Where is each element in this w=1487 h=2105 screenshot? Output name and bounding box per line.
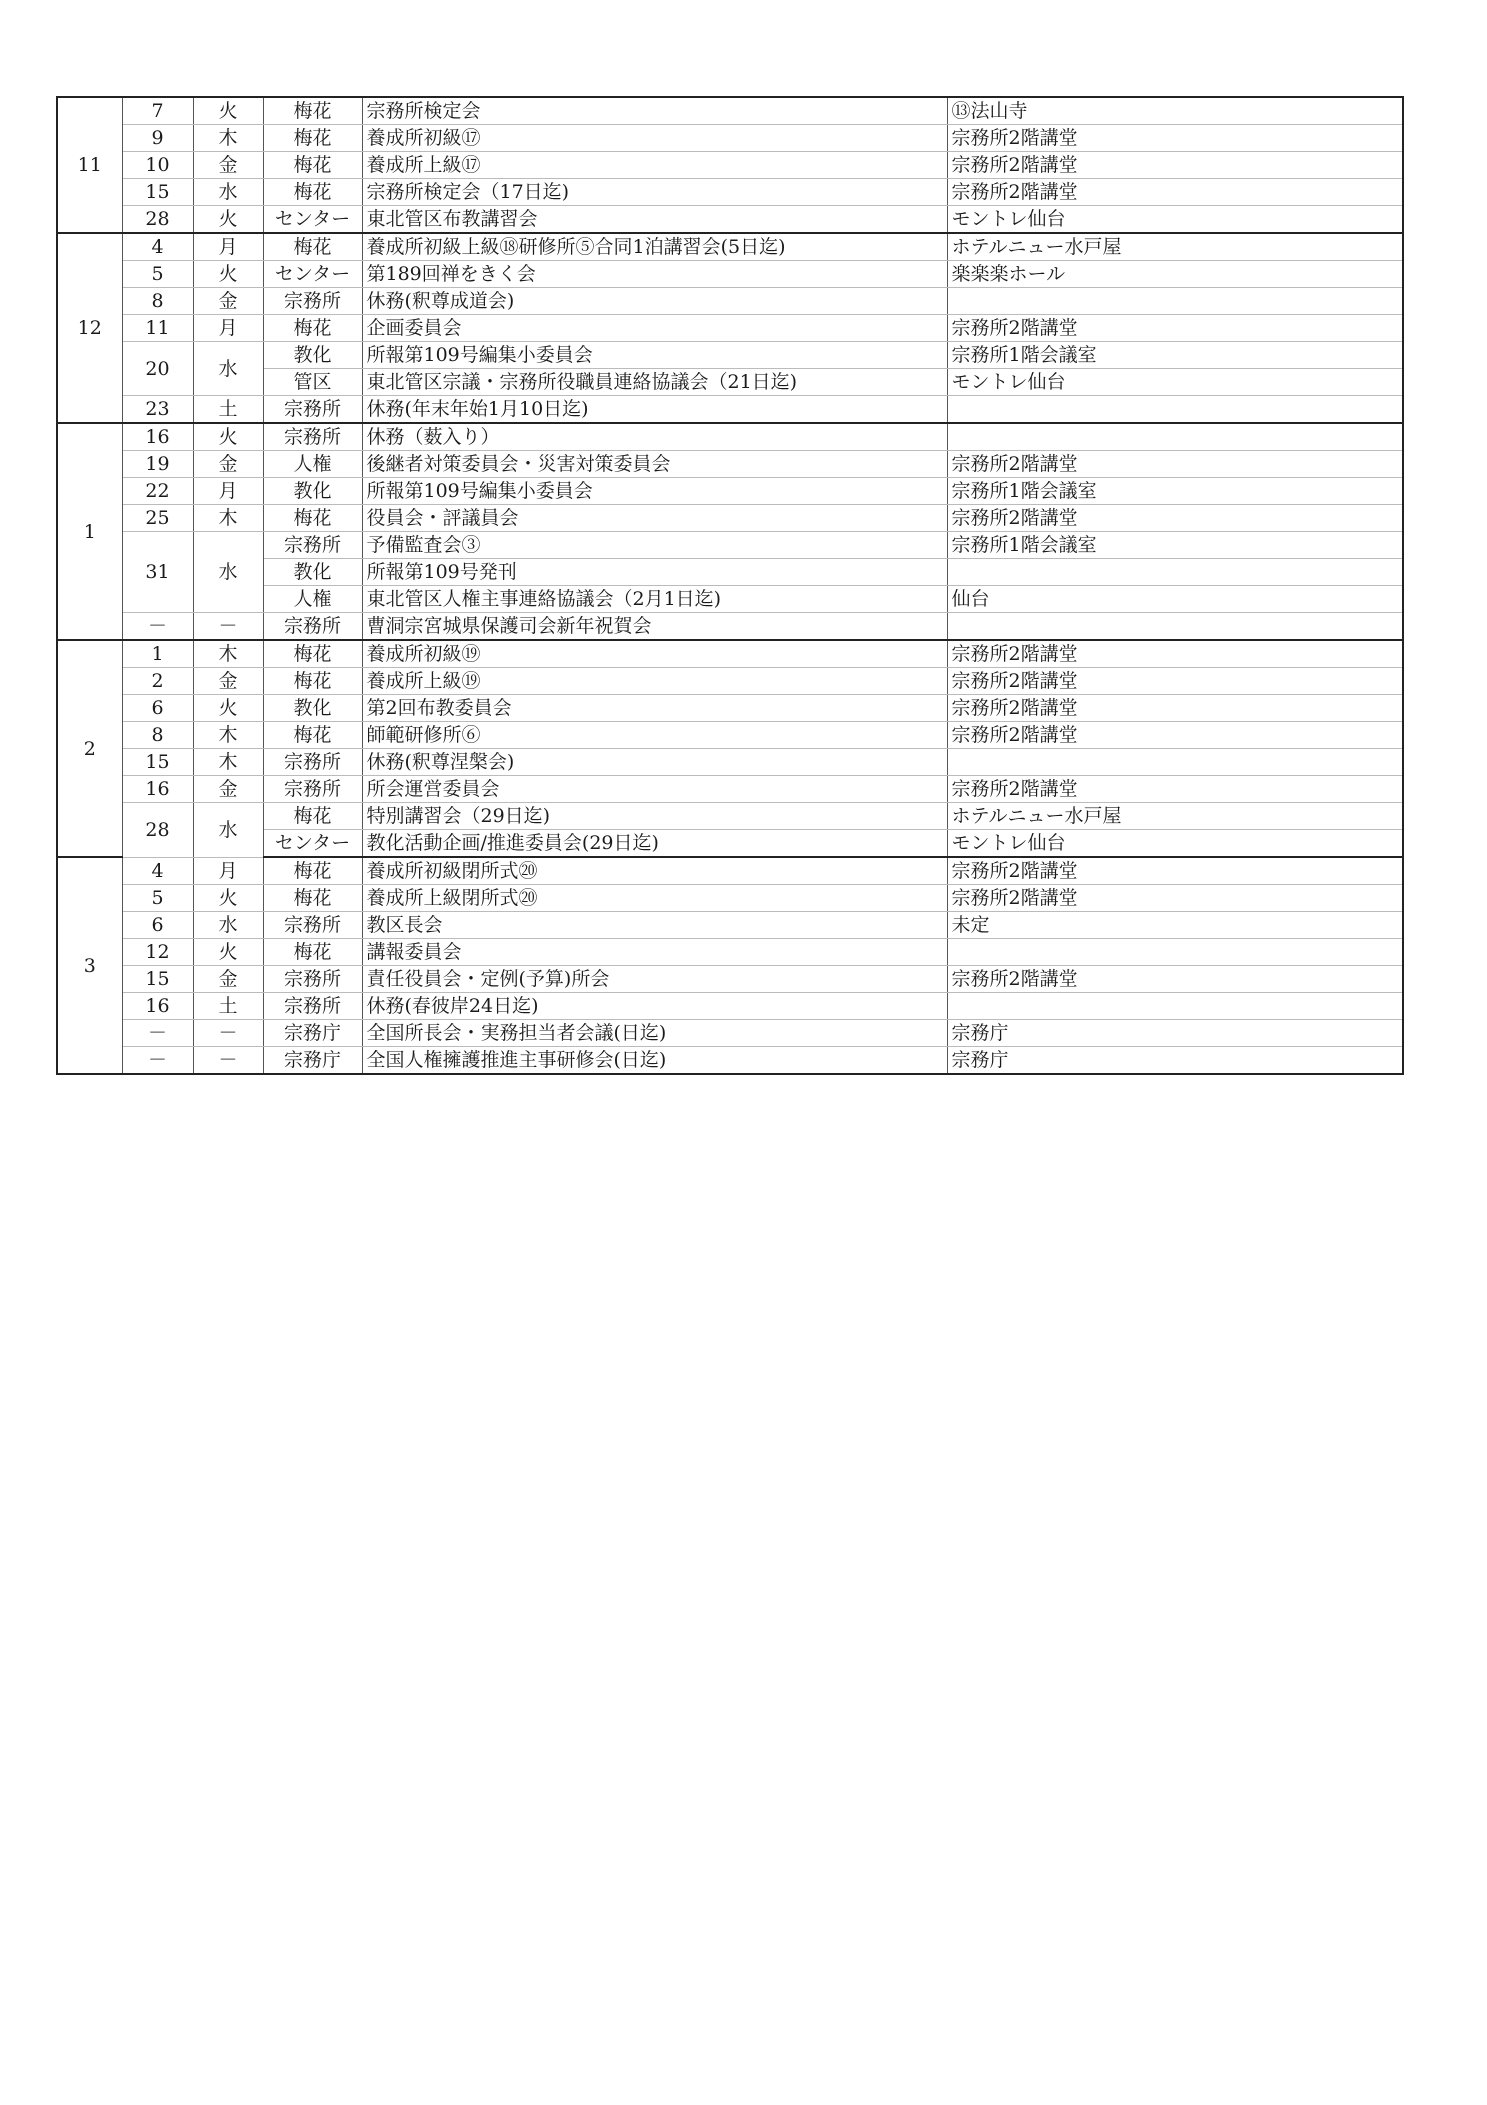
department-cell: 管区 bbox=[263, 369, 362, 396]
day-cell: 5 bbox=[122, 885, 193, 912]
event-cell: 講報委員会 bbox=[362, 939, 947, 966]
schedule-row bbox=[57, 1020, 1403, 1047]
department-cell: 梅花 bbox=[263, 722, 362, 749]
weekday-cell: 水 bbox=[193, 532, 263, 613]
day-cell: 15 bbox=[122, 179, 193, 206]
weekday-cell: － bbox=[193, 1020, 263, 1047]
event-cell: 宗務所検定会 bbox=[362, 97, 947, 125]
department-cell: 宗務所 bbox=[263, 912, 362, 939]
weekday-cell: － bbox=[193, 613, 263, 641]
venue-cell: 宗務所2階講堂 bbox=[947, 668, 1403, 695]
event-cell: 休務（薮入り） bbox=[362, 423, 947, 451]
venue-cell: モントレ仙台 bbox=[947, 830, 1403, 858]
schedule-row bbox=[57, 532, 1403, 559]
day-cell: 19 bbox=[122, 451, 193, 478]
weekday-cell: 金 bbox=[193, 776, 263, 803]
department-cell: 梅花 bbox=[263, 857, 362, 885]
day-cell: 16 bbox=[122, 776, 193, 803]
month-cell: 2 bbox=[57, 640, 122, 857]
department-cell: 教化 bbox=[263, 559, 362, 586]
event-cell: 第2回布教委員会 bbox=[362, 695, 947, 722]
weekday-cell: 火 bbox=[193, 261, 263, 288]
day-cell: 28 bbox=[122, 803, 193, 858]
weekday-cell: 木 bbox=[193, 505, 263, 532]
event-cell: 役員会・評議員会 bbox=[362, 505, 947, 532]
schedule-row bbox=[57, 749, 1403, 776]
event-cell: 養成所初級閉所式⑳ bbox=[362, 857, 947, 885]
day-cell: － bbox=[122, 1020, 193, 1047]
department-cell: 梅花 bbox=[263, 505, 362, 532]
event-cell: 全国所長会・実務担当者会議(日迄) bbox=[362, 1020, 947, 1047]
department-cell: 梅花 bbox=[263, 885, 362, 912]
venue-cell bbox=[947, 993, 1403, 1020]
day-cell: 10 bbox=[122, 152, 193, 179]
schedule-row bbox=[57, 97, 1403, 125]
venue-cell: 宗務庁 bbox=[947, 1020, 1403, 1047]
department-cell: 梅花 bbox=[263, 315, 362, 342]
event-cell: 所報第109号発刊 bbox=[362, 559, 947, 586]
venue-cell bbox=[947, 423, 1403, 451]
weekday-cell: 火 bbox=[193, 423, 263, 451]
department-cell: センター bbox=[263, 206, 362, 234]
department-cell: 宗務所 bbox=[263, 749, 362, 776]
schedule-table bbox=[56, 96, 1404, 1075]
event-cell: 養成所初級上級⑱研修所⑤合同1泊講習会(5日迄) bbox=[362, 233, 947, 261]
weekday-cell: 火 bbox=[193, 885, 263, 912]
event-cell: 企画委員会 bbox=[362, 315, 947, 342]
department-cell: 宗務庁 bbox=[263, 1020, 362, 1047]
schedule-row bbox=[57, 342, 1403, 369]
weekday-cell: 木 bbox=[193, 640, 263, 668]
weekday-cell: 水 bbox=[193, 803, 263, 858]
weekday-cell: 金 bbox=[193, 152, 263, 179]
event-cell: 養成所上級閉所式⑳ bbox=[362, 885, 947, 912]
venue-cell: ホテルニュー水戸屋 bbox=[947, 803, 1403, 830]
event-cell: 休務(春彼岸24日迄) bbox=[362, 993, 947, 1020]
event-cell: 養成所上級⑲ bbox=[362, 668, 947, 695]
day-cell: 4 bbox=[122, 857, 193, 885]
department-cell: 宗務庁 bbox=[263, 1047, 362, 1075]
venue-cell: 宗務所2階講堂 bbox=[947, 152, 1403, 179]
schedule-row bbox=[57, 613, 1403, 641]
event-cell: 休務(年末年始1月10日迄) bbox=[362, 396, 947, 424]
month-cell: 11 bbox=[57, 97, 122, 233]
day-cell: 12 bbox=[122, 939, 193, 966]
venue-cell bbox=[947, 559, 1403, 586]
weekday-cell: 火 bbox=[193, 97, 263, 125]
event-cell: 第189回禅をきく会 bbox=[362, 261, 947, 288]
event-cell: 教化活動企画/推進委員会(29日迄) bbox=[362, 830, 947, 858]
weekday-cell: 金 bbox=[193, 451, 263, 478]
day-cell: 7 bbox=[122, 97, 193, 125]
day-cell: 16 bbox=[122, 993, 193, 1020]
schedule-row bbox=[57, 396, 1403, 424]
department-cell: 梅花 bbox=[263, 939, 362, 966]
schedule-row bbox=[57, 315, 1403, 342]
weekday-cell: 土 bbox=[193, 396, 263, 424]
event-cell: 曹洞宗宮城県保護司会新年祝賀会 bbox=[362, 613, 947, 641]
venue-cell: 宗務所2階講堂 bbox=[947, 315, 1403, 342]
venue-cell: 宗務所1階会議室 bbox=[947, 478, 1403, 505]
weekday-cell: 土 bbox=[193, 993, 263, 1020]
department-cell: 梅花 bbox=[263, 179, 362, 206]
schedule-row bbox=[57, 261, 1403, 288]
weekday-cell: － bbox=[193, 1047, 263, 1075]
department-cell: 梅花 bbox=[263, 233, 362, 261]
schedule-row bbox=[57, 478, 1403, 505]
day-cell: 20 bbox=[122, 342, 193, 396]
venue-cell: 宗務所2階講堂 bbox=[947, 966, 1403, 993]
department-cell: 宗務所 bbox=[263, 613, 362, 641]
schedule-row bbox=[57, 722, 1403, 749]
event-cell: 所報第109号編集小委員会 bbox=[362, 478, 947, 505]
month-cell: 3 bbox=[57, 857, 122, 1074]
schedule-row bbox=[57, 1047, 1403, 1075]
day-cell: 15 bbox=[122, 966, 193, 993]
venue-cell: 宗務所2階講堂 bbox=[947, 695, 1403, 722]
weekday-cell: 月 bbox=[193, 478, 263, 505]
venue-cell: 仙台 bbox=[947, 586, 1403, 613]
event-cell: 師範研修所⑥ bbox=[362, 722, 947, 749]
event-cell: 全国人権擁護推進主事研修会(日迄) bbox=[362, 1047, 947, 1075]
venue-cell: 未定 bbox=[947, 912, 1403, 939]
day-cell: 2 bbox=[122, 668, 193, 695]
department-cell: 梅花 bbox=[263, 125, 362, 152]
day-cell: 23 bbox=[122, 396, 193, 424]
venue-cell: 宗務所2階講堂 bbox=[947, 451, 1403, 478]
schedule-row bbox=[57, 912, 1403, 939]
event-cell: 責任役員会・定例(予算)所会 bbox=[362, 966, 947, 993]
weekday-cell: 木 bbox=[193, 722, 263, 749]
department-cell: センター bbox=[263, 261, 362, 288]
schedule-row bbox=[57, 505, 1403, 532]
day-cell: 4 bbox=[122, 233, 193, 261]
event-cell: 休務(釈尊成道会) bbox=[362, 288, 947, 315]
day-cell: 8 bbox=[122, 722, 193, 749]
day-cell: 5 bbox=[122, 261, 193, 288]
weekday-cell: 木 bbox=[193, 125, 263, 152]
schedule-body bbox=[57, 97, 1403, 1074]
schedule-row bbox=[57, 776, 1403, 803]
schedule-row bbox=[57, 125, 1403, 152]
day-cell: － bbox=[122, 1047, 193, 1075]
department-cell: 教化 bbox=[263, 342, 362, 369]
event-cell: 休務(釈尊涅槃会) bbox=[362, 749, 947, 776]
weekday-cell: 月 bbox=[193, 315, 263, 342]
event-cell: 後継者対策委員会・災害対策委員会 bbox=[362, 451, 947, 478]
venue-cell: モントレ仙台 bbox=[947, 206, 1403, 234]
day-cell: － bbox=[122, 613, 193, 641]
venue-cell: 楽楽楽ホール bbox=[947, 261, 1403, 288]
venue-cell bbox=[947, 939, 1403, 966]
weekday-cell: 月 bbox=[193, 857, 263, 885]
department-cell: 宗務所 bbox=[263, 532, 362, 559]
schedule-row bbox=[57, 179, 1403, 206]
department-cell: 宗務所 bbox=[263, 776, 362, 803]
month-cell: 12 bbox=[57, 233, 122, 423]
weekday-cell: 金 bbox=[193, 668, 263, 695]
schedule-row bbox=[57, 885, 1403, 912]
venue-cell bbox=[947, 396, 1403, 424]
department-cell: 教化 bbox=[263, 478, 362, 505]
event-cell: 所報第109号編集小委員会 bbox=[362, 342, 947, 369]
department-cell: 宗務所 bbox=[263, 993, 362, 1020]
event-cell: 養成所初級⑲ bbox=[362, 640, 947, 668]
department-cell: 梅花 bbox=[263, 152, 362, 179]
venue-cell: 宗務庁 bbox=[947, 1047, 1403, 1075]
venue-cell bbox=[947, 288, 1403, 315]
schedule-row bbox=[57, 451, 1403, 478]
department-cell: 梅花 bbox=[263, 803, 362, 830]
schedule-row bbox=[57, 288, 1403, 315]
venue-cell: 宗務所2階講堂 bbox=[947, 857, 1403, 885]
venue-cell bbox=[947, 749, 1403, 776]
event-cell: 教区長会 bbox=[362, 912, 947, 939]
venue-cell: 宗務所1階会議室 bbox=[947, 342, 1403, 369]
venue-cell: 宗務所2階講堂 bbox=[947, 505, 1403, 532]
weekday-cell: 金 bbox=[193, 288, 263, 315]
event-cell: 所会運営委員会 bbox=[362, 776, 947, 803]
schedule-row bbox=[57, 640, 1403, 668]
department-cell: 宗務所 bbox=[263, 288, 362, 315]
weekday-cell: 火 bbox=[193, 939, 263, 966]
day-cell: 15 bbox=[122, 749, 193, 776]
day-cell: 28 bbox=[122, 206, 193, 234]
venue-cell: 宗務所2階講堂 bbox=[947, 640, 1403, 668]
venue-cell: 宗務所2階講堂 bbox=[947, 179, 1403, 206]
event-cell: 養成所初級⑰ bbox=[362, 125, 947, 152]
day-cell: 16 bbox=[122, 423, 193, 451]
event-cell: 東北管区人権主事連絡協議会（2月1日迄) bbox=[362, 586, 947, 613]
schedule-row bbox=[57, 857, 1403, 885]
day-cell: 6 bbox=[122, 912, 193, 939]
department-cell: 梅花 bbox=[263, 97, 362, 125]
schedule-row bbox=[57, 966, 1403, 993]
day-cell: 9 bbox=[122, 125, 193, 152]
schedule-row bbox=[57, 993, 1403, 1020]
event-cell: 宗務所検定会（17日迄) bbox=[362, 179, 947, 206]
schedule-row bbox=[57, 423, 1403, 451]
department-cell: 人権 bbox=[263, 586, 362, 613]
venue-cell bbox=[947, 613, 1403, 641]
day-cell: 25 bbox=[122, 505, 193, 532]
weekday-cell: 金 bbox=[193, 966, 263, 993]
schedule-row bbox=[57, 206, 1403, 234]
venue-cell: 宗務所2階講堂 bbox=[947, 776, 1403, 803]
event-cell: 予備監査会③ bbox=[362, 532, 947, 559]
venue-cell: モントレ仙台 bbox=[947, 369, 1403, 396]
schedule-row bbox=[57, 668, 1403, 695]
schedule-row bbox=[57, 803, 1403, 830]
day-cell: 22 bbox=[122, 478, 193, 505]
schedule-row bbox=[57, 695, 1403, 722]
venue-cell: ホテルニュー水戸屋 bbox=[947, 233, 1403, 261]
schedule-row bbox=[57, 939, 1403, 966]
event-cell: 東北管区宗議・宗務所役職員連絡協議会（21日迄) bbox=[362, 369, 947, 396]
weekday-cell: 月 bbox=[193, 233, 263, 261]
weekday-cell: 水 bbox=[193, 342, 263, 396]
department-cell: 人権 bbox=[263, 451, 362, 478]
venue-cell: 宗務所2階講堂 bbox=[947, 885, 1403, 912]
department-cell: 宗務所 bbox=[263, 423, 362, 451]
schedule-row bbox=[57, 233, 1403, 261]
event-cell: 特別講習会（29日迄) bbox=[362, 803, 947, 830]
day-cell: 1 bbox=[122, 640, 193, 668]
weekday-cell: 火 bbox=[193, 695, 263, 722]
venue-cell: 宗務所2階講堂 bbox=[947, 125, 1403, 152]
event-cell: 養成所上級⑰ bbox=[362, 152, 947, 179]
department-cell: センター bbox=[263, 830, 362, 858]
venue-cell: 宗務所1階会議室 bbox=[947, 532, 1403, 559]
day-cell: 6 bbox=[122, 695, 193, 722]
day-cell: 8 bbox=[122, 288, 193, 315]
department-cell: 教化 bbox=[263, 695, 362, 722]
department-cell: 梅花 bbox=[263, 668, 362, 695]
department-cell: 宗務所 bbox=[263, 396, 362, 424]
weekday-cell: 火 bbox=[193, 206, 263, 234]
venue-cell: ⑬法山寺 bbox=[947, 97, 1403, 125]
department-cell: 宗務所 bbox=[263, 966, 362, 993]
weekday-cell: 水 bbox=[193, 912, 263, 939]
event-cell: 東北管区布教講習会 bbox=[362, 206, 947, 234]
weekday-cell: 木 bbox=[193, 749, 263, 776]
department-cell: 梅花 bbox=[263, 640, 362, 668]
schedule-row bbox=[57, 152, 1403, 179]
month-cell: 1 bbox=[57, 423, 122, 640]
venue-cell: 宗務所2階講堂 bbox=[947, 722, 1403, 749]
day-cell: 11 bbox=[122, 315, 193, 342]
weekday-cell: 水 bbox=[193, 179, 263, 206]
day-cell: 31 bbox=[122, 532, 193, 613]
